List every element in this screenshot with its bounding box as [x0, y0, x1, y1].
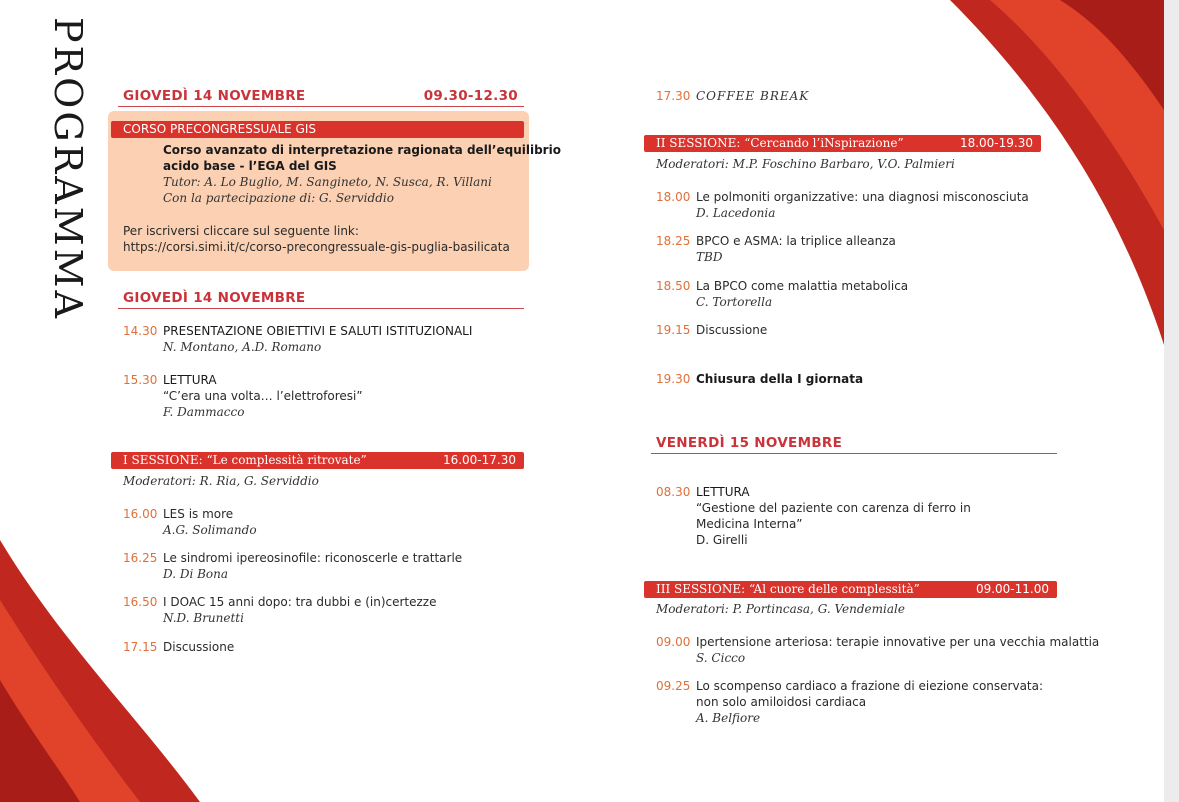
course-participation: Con la partecipazione di: G. Serviddio [163, 191, 394, 205]
course-registration-link[interactable]: https://corsi.simi.it/c/corso-precongressuale-gis-puglia-basilicata [123, 240, 510, 254]
course-bar [111, 121, 524, 138]
agenda-speaker: N. Montano, A.D. Romano [163, 340, 322, 354]
day-header-time: 09.30-12.30 [423, 88, 518, 104]
agenda-title: LETTURA [696, 485, 750, 499]
day-header-label: GIOVEDÌ 14 NOVEMBRE [123, 88, 306, 104]
agenda-subtitle: Medicina Interna” [696, 517, 803, 531]
agenda-time: 16.50 [123, 595, 158, 609]
program-title-text: PROGRAMMA [46, 16, 90, 322]
course-link-intro: Per iscriversi cliccare sul seguente link: [123, 224, 359, 238]
agenda-title: Le polmoniti organizzative: una diagnosi misconosciuta [696, 190, 1029, 204]
session-time: 18.00-19.30 [959, 136, 1033, 150]
day-header-label: GIOVEDÌ 14 NOVEMBRE [123, 290, 306, 306]
agenda-title: BPCO e ASMA: la triplice alleanza [696, 234, 896, 248]
session-label: II SESSIONE: “Cercando l’iNspirazione” [656, 136, 904, 150]
agenda-speaker: D. Di Bona [163, 567, 229, 581]
agenda-time: 18.25 [656, 234, 691, 248]
course-title-line2: acido base - l’EGA del GIS [163, 159, 337, 173]
day-header-friday [651, 435, 1057, 454]
session3-bar [644, 581, 1057, 598]
day-header-thursday [118, 290, 524, 309]
agenda-time: 09.00 [656, 635, 691, 649]
agenda-title: PRESENTAZIONE OBIETTIVI E SALUTI ISTITUZIONALI [163, 324, 473, 338]
session-time: 09.00-11.00 [975, 582, 1049, 596]
agenda-time: 09.25 [656, 679, 691, 693]
agenda-speaker: A.G. Solimando [163, 523, 257, 537]
closing-title: Chiusura della I giornata [696, 372, 864, 386]
agenda-speaker: S. Cicco [696, 651, 746, 665]
session-label: I SESSIONE: “Le complessità ritrovate” [123, 453, 367, 467]
agenda-time: 17.15 [123, 640, 158, 654]
agenda-time: 08.30 [656, 485, 691, 499]
agenda-time: 18.50 [656, 279, 691, 293]
agenda-speaker: TBD [696, 250, 723, 264]
session-label: III SESSIONE: “Al cuore delle complessità” [656, 582, 920, 596]
agenda-time: 19.30 [656, 372, 691, 386]
agenda-time: 16.25 [123, 551, 158, 565]
session-moderators: Moderatori: M.P. Foschino Barbaro, V.O. Palmieri [656, 157, 955, 171]
agenda-time: 18.00 [656, 190, 691, 204]
agenda-time: 14.30 [123, 324, 158, 338]
agenda-speaker: D. Lacedonia [696, 206, 776, 220]
agenda-title: LETTURA [163, 373, 217, 387]
agenda-title: Le sindromi ipereosinofile: riconoscerle e trattarle [163, 551, 463, 565]
coffee-break-label: COFFEE BREAK [696, 89, 810, 103]
course-bar-label: CORSO PRECONGRESSUALE GIS [123, 122, 316, 136]
agenda-time: 19.15 [656, 323, 691, 337]
day-header-course [118, 88, 524, 107]
session-moderators: Moderatori: P. Portincasa, G. Vendemiale [656, 602, 905, 616]
agenda-time: 16.00 [123, 507, 158, 521]
agenda-speaker: C. Tortorella [696, 295, 773, 309]
agenda-speaker: D. Girelli [696, 533, 748, 547]
agenda-speaker: A. Belfiore [696, 711, 761, 725]
agenda-title: LES is more [163, 507, 234, 521]
program-title [46, 16, 90, 322]
course-tutor: Tutor: A. Lo Buglio, M. Sangineto, N. Susca, R. Villani [163, 175, 492, 189]
agenda-title: Discussione [696, 323, 768, 337]
agenda-time: 17.30 [656, 89, 691, 103]
course-title-line1: Corso avanzato di interpretazione ragionata dell’equilibrio [163, 143, 561, 157]
agenda-title: Ipertensione arteriosa: terapie innovative per una vecchia malattia [696, 635, 1100, 649]
session2-bar [644, 135, 1041, 152]
agenda-speaker: F. Dammacco [163, 405, 245, 419]
session-moderators: Moderatori: R. Ria, G. Serviddio [123, 474, 319, 488]
session-time: 16.00-17.30 [442, 453, 516, 467]
agenda-title: non solo amiloidosi cardiaca [696, 695, 867, 709]
agenda-time: 15.30 [123, 373, 158, 387]
agenda-title: La BPCO come malattia metabolica [696, 279, 909, 293]
day-header-label: VENERDÌ 15 NOVEMBRE [656, 435, 843, 451]
agenda-title: Discussione [163, 640, 235, 654]
agenda-speaker: N.D. Brunetti [163, 611, 244, 625]
agenda-subtitle: “Gestione del paziente con carenza di ferro in [696, 501, 971, 515]
agenda-subtitle: “C’era una volta… l’elettroforesi” [163, 389, 363, 403]
agenda-title: I DOAC 15 anni dopo: tra dubbi e (in)certezze [163, 595, 437, 609]
agenda-title: Lo scompenso cardiaco a frazione di eiezione conservata: [696, 679, 1044, 693]
session1-bar [111, 452, 524, 469]
